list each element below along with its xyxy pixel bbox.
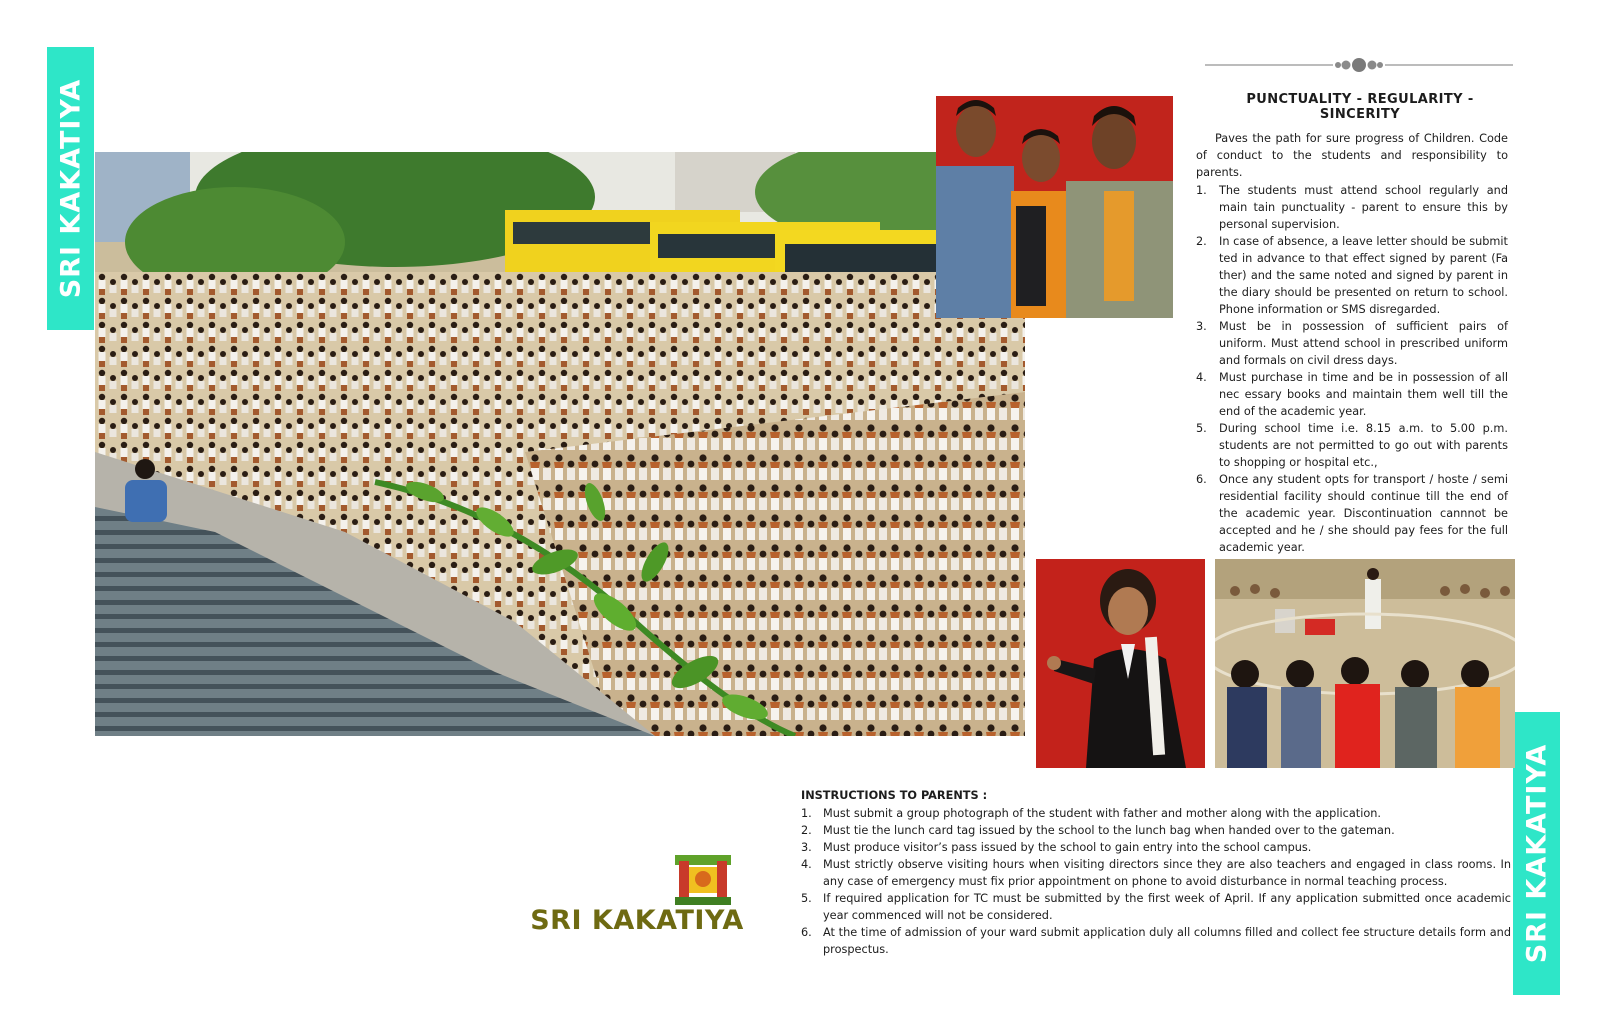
list-item	[1196, 471, 1508, 556]
instructions-list	[801, 805, 1511, 958]
list-text: Must purchase in time and be in possession of all nec essary books and maintain them well till the end of the academic year.	[1219, 371, 1508, 418]
list-number: 2.	[1196, 235, 1207, 248]
code-of-conduct	[1196, 130, 1508, 556]
list-item	[801, 822, 1511, 839]
list-text: Must submit a group photograph of the student with father and mother along with the application.	[823, 807, 1381, 820]
instructions-to-parents	[801, 787, 1511, 958]
school-assembly-photo	[95, 152, 1025, 736]
list-number: 5.	[1196, 422, 1207, 435]
code-rules-list	[1196, 182, 1508, 556]
list-item	[1196, 182, 1508, 233]
list-text: The students must attend school regularly and main tain punctuality - parent to ensure this by personal supervision.	[1219, 184, 1508, 231]
list-number: 2.	[801, 824, 812, 837]
list-item	[801, 839, 1511, 856]
instructions-heading: INSTRUCTIONS TO PARENTS :	[801, 789, 988, 802]
list-item	[1196, 369, 1508, 420]
divider-ornament	[1205, 56, 1513, 74]
list-number: 3.	[801, 841, 812, 854]
list-text: In case of absence, a leave letter should be submit ted in advance to that effect signed by parent (Fa ther) and the same noted and signed by parent in the diary should be presented on return to school. Phone information or SMS disregarded.	[1219, 235, 1508, 316]
list-text: If required application for TC must be submitted by the first week of April. If any application submitted once academic year commenced will not be considered.	[823, 892, 1511, 922]
list-text: During school time i.e. 8.15 a.m. to 5.00 p.m. students are not permitted to go out with parents to shopping or hospital etc.,	[1219, 422, 1508, 469]
side-tab-right-label: SRI KAKATIYA	[1521, 743, 1552, 964]
side-tab-left-label: SRI KAKATIYA	[55, 78, 86, 299]
list-item	[801, 805, 1511, 822]
list-text: Must strictly observe visiting hours when visiting directors since they are also teachers and engaged in class rooms. In any case of emergency must fix prior appointment on phone to avoid disturbance in normal teaching process.	[823, 858, 1511, 888]
list-item	[1196, 318, 1508, 369]
list-text: At the time of admission of your ward submit application duly all columns filled and collect fee structure details form and prospectus.	[823, 926, 1511, 956]
side-tab-left	[47, 47, 94, 330]
students-playground-game-photo	[1215, 559, 1515, 768]
three-students-portrait	[936, 96, 1173, 318]
list-number: 1.	[1196, 184, 1207, 197]
list-number: 1.	[801, 807, 812, 820]
code-intro: Paves the path for sure progress of Children. Code of conduct to the students and responsibility to parents.	[1196, 132, 1508, 179]
list-item	[801, 890, 1511, 924]
list-text: Once any student opts for transport / hoste / semi residential facility should continue till the end of the academic year. Discontinuation cannnot be accepted and he / she should pay fees for the full academic year.	[1219, 473, 1508, 554]
side-tab-right	[1513, 712, 1560, 995]
list-item	[801, 856, 1511, 890]
motto-heading: PUNCTUALITY - REGULARITY - SINCERITY	[1246, 92, 1474, 122]
list-text: Must tie the lunch card tag issued by the school to the lunch bag when handed over to the gateman.	[823, 824, 1395, 837]
list-item	[1196, 233, 1508, 318]
list-item	[801, 924, 1511, 958]
school-logo	[528, 855, 746, 935]
list-number: 4.	[801, 858, 812, 871]
list-number: 5.	[801, 892, 812, 905]
logo-gateway-icon	[675, 855, 731, 905]
child-in-lawyer-costume-photo	[1036, 559, 1205, 768]
list-number: 3.	[1196, 320, 1207, 333]
list-text: Must produce visitor’s pass issued by the school to gain entry into the school campus.	[823, 841, 1312, 854]
list-text: Must be in possession of sufficient pairs of uniform. Must attend school in prescribed uniform and formals on civil dress days.	[1219, 320, 1508, 367]
list-number: 6.	[801, 926, 812, 939]
logo-wordmark: SRI KAKATIYA	[530, 905, 744, 936]
list-number: 4.	[1196, 371, 1207, 384]
list-number: 6.	[1196, 473, 1207, 486]
list-item	[1196, 420, 1508, 471]
